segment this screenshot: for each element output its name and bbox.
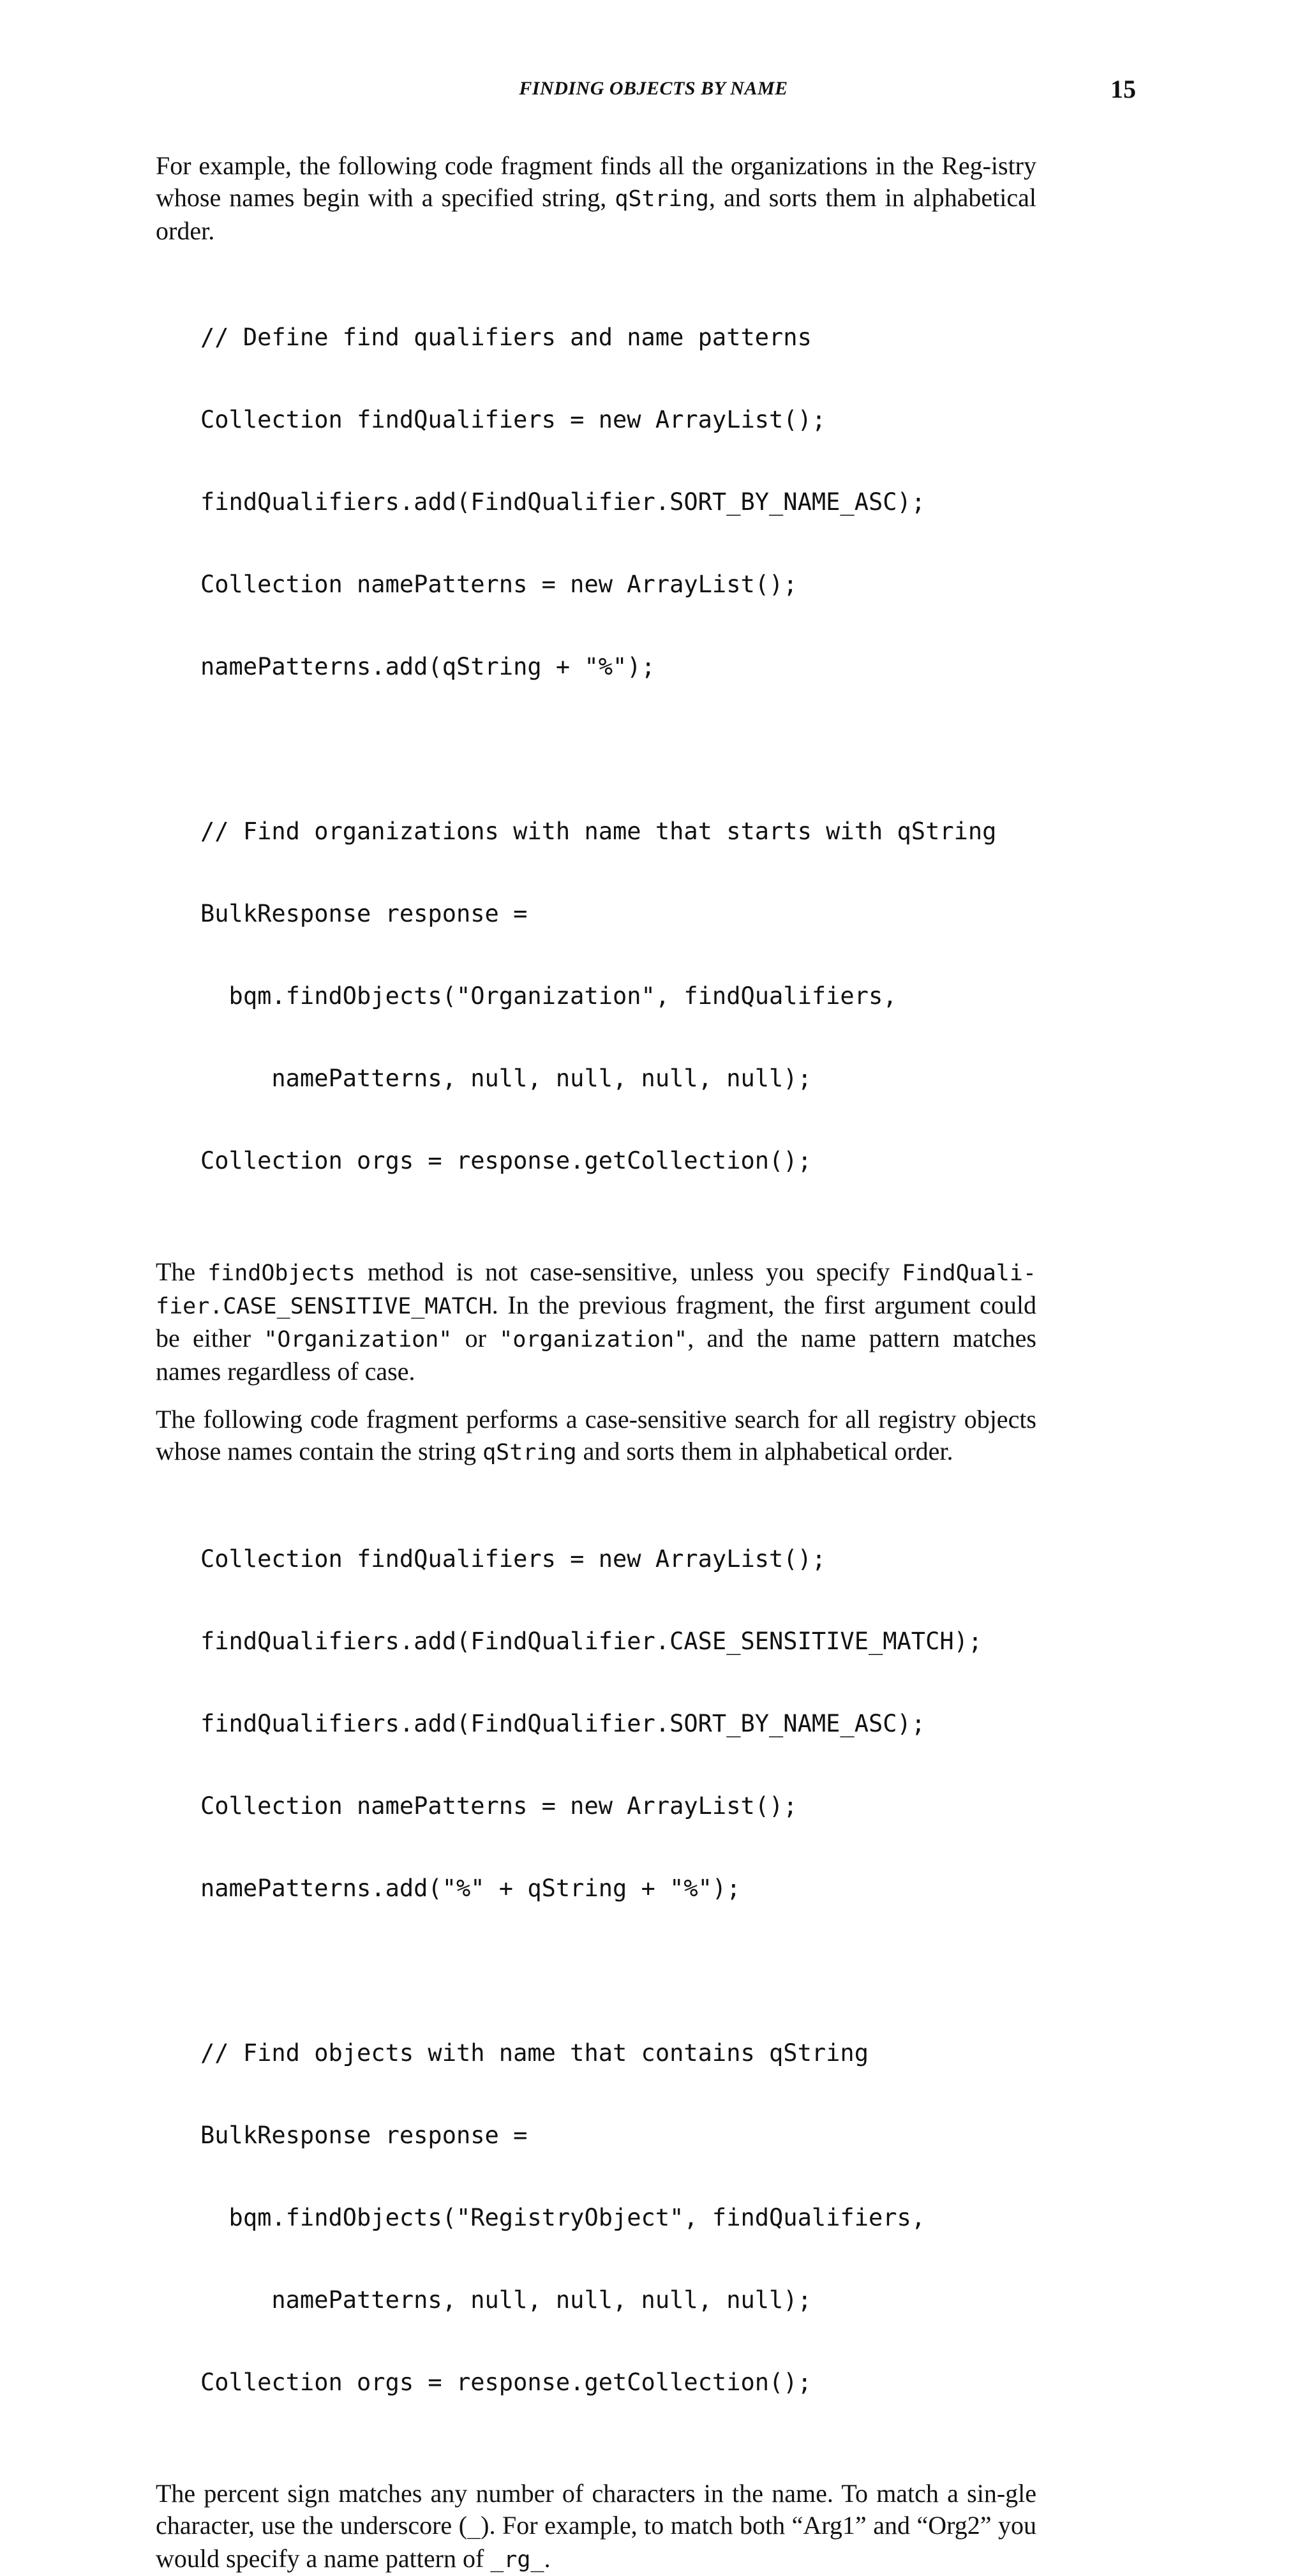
code-line: Collection findQualifiers = new ArrayList(); — [200, 1545, 826, 1573]
paragraph-text: method is not case-sensitive, unless you specify — [355, 1257, 902, 1286]
paragraph-text: and sorts them in alphabetical order. — [576, 1437, 953, 1465]
code-line: BulkResponse response = — [200, 2122, 528, 2149]
code-line: namePatterns, null, null, null, null); — [200, 2286, 812, 2314]
inline-code: FindQuali-fier.CASE_SENSITIVE_MATCH — [156, 1261, 1036, 1319]
code-line — [200, 735, 1036, 763]
inline-code: _ — [467, 2514, 481, 2540]
code-line: BulkResponse response = — [200, 900, 528, 927]
paragraph-text: For example, the following code fragment finds all the organizations in the Reg-istry whose names begin with a specified string, — [156, 151, 1036, 212]
inline-code: qString — [615, 186, 709, 212]
code-line: Collection orgs = response.getCollection(); — [200, 2369, 812, 2396]
code-line: namePatterns, null, null, null, null); — [200, 1065, 812, 1092]
page-body — [156, 150, 1036, 2576]
code-line: namePatterns.add(qString + "%"); — [200, 653, 655, 680]
paragraph-text: The following code fragment performs a case-sensitive search for all registry objects whose names contain the string — [156, 1405, 1036, 1465]
paragraph-intro — [156, 150, 1036, 247]
page-number: 15 — [1110, 75, 1136, 103]
code-block-contains — [156, 1490, 1036, 2451]
code-line — [200, 1957, 1036, 1984]
paragraph-text: . In the previous fragment, the first argument could be either — [156, 1291, 1036, 1352]
code-line: bqm.findObjects("RegistryObject", findQualifiers, — [200, 2204, 926, 2231]
paragraph-contains — [156, 1404, 1036, 1469]
paragraph-case-sensitivity — [156, 1256, 1036, 1388]
paragraph-text: , and the name pattern matches names regardless of case. — [156, 1324, 1036, 1386]
paragraph-text: , and sorts them in alphabetical order. — [156, 183, 1036, 245]
code-line: // Define find qualifiers and name patterns — [200, 324, 812, 351]
code-block-starts-with — [156, 269, 1036, 1229]
paragraph-text: . — [544, 2544, 551, 2573]
inline-code: "organization" — [499, 1327, 688, 1352]
inline-code: "Organization" — [264, 1327, 452, 1352]
code-line: findQualifiers.add(FindQualifier.CASE_SENSITIVE_MATCH); — [200, 1628, 983, 1655]
code-line: findQualifiers.add(FindQualifier.SORT_BY_NAME_ASC); — [200, 1710, 926, 1737]
paragraph-text: The — [156, 1257, 208, 1286]
code-line: // Find objects with name that contains qString — [200, 2039, 869, 2067]
paragraph-text: or — [452, 1324, 500, 1352]
code-line: namePatterns.add("%" + qString + "%"); — [200, 1875, 741, 1902]
code-line: bqm.findObjects("Organization", findQualifiers, — [200, 982, 897, 1010]
inline-code: qString — [482, 1440, 577, 1465]
inline-code: findObjects — [207, 1261, 355, 1286]
inline-code: _rg_ — [490, 2547, 544, 2573]
paragraph-text: ). For example, to match both “Arg1” and “Org2” you would specify a name pattern of — [156, 2511, 1037, 2573]
code-line: // Find organizations with name that starts with qString — [200, 818, 997, 845]
running-header-title: FINDING OBJECTS BY NAME — [519, 78, 788, 99]
code-line: Collection orgs = response.getCollection(); — [200, 1147, 812, 1174]
code-line: Collection findQualifiers = new ArrayList(); — [200, 406, 826, 433]
code-line: findQualifiers.add(FindQualifier.SORT_BY_NAME_ASC); — [200, 488, 926, 516]
paragraph-text: The percent sign matches any number of characters in the name. To match a sin-gle character, use the underscore ( — [156, 2479, 1036, 2540]
code-line: Collection namePatterns = new ArrayList(); — [200, 571, 798, 598]
paragraph-wildcards — [156, 2478, 1036, 2576]
code-line: Collection namePatterns = new ArrayList(); — [200, 1792, 798, 1820]
